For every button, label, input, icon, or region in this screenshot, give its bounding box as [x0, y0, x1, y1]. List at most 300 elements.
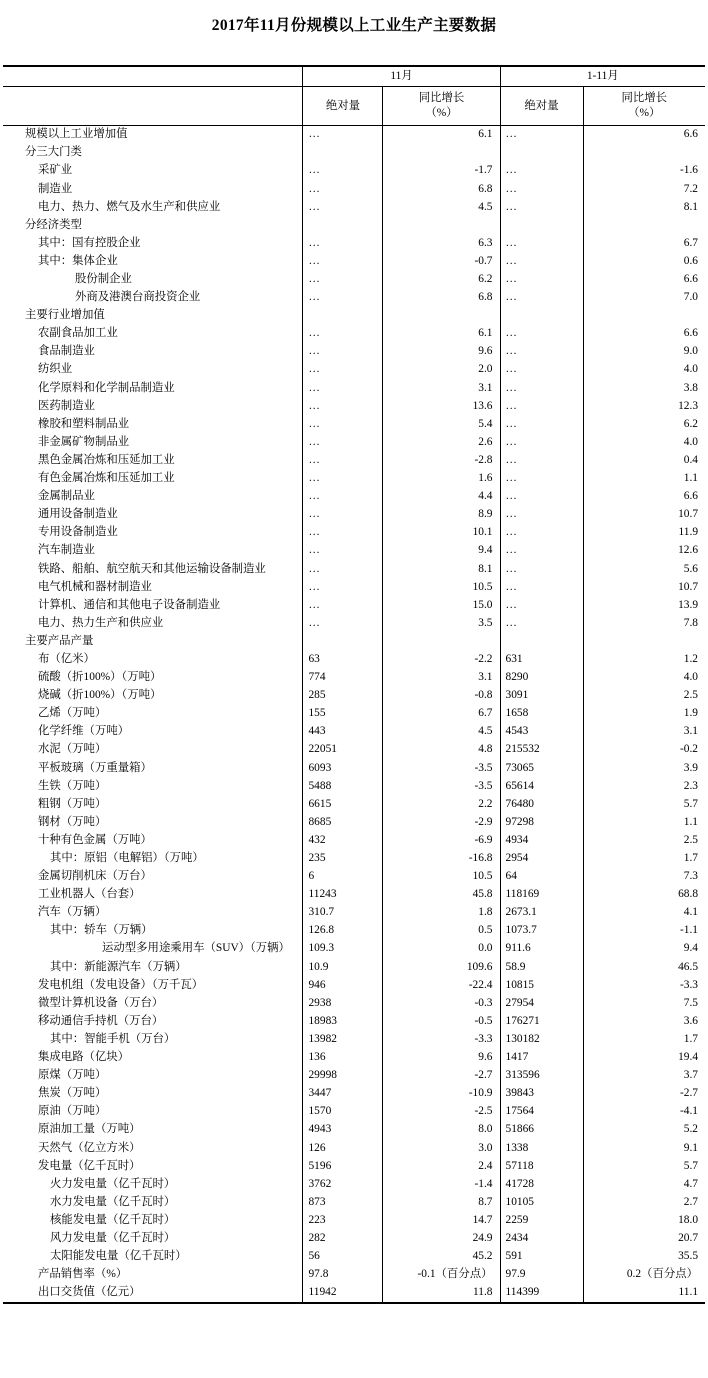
month-growth-value: 3.0: [383, 1139, 500, 1157]
header-cumulative-growth-line2: （%）: [628, 106, 661, 119]
table-row: [3, 415, 705, 433]
month-growth-value: -10.9: [383, 1085, 500, 1103]
month-growth-value: 3.1: [383, 669, 500, 687]
month-absolute-value: 3447: [303, 1085, 383, 1103]
table-row: [3, 488, 705, 506]
cumulative-growth-value: 7.3: [583, 868, 705, 886]
table-row: [3, 741, 705, 759]
month-growth-value: 1.8: [383, 904, 500, 922]
row-label: 发电机组（发电设备）（万千瓦）: [37, 978, 204, 991]
cumulative-absolute-value: …: [500, 361, 583, 379]
table-row: [3, 452, 705, 470]
cumulative-absolute-value: …: [500, 343, 583, 361]
table-row: [3, 234, 705, 252]
month-growth-value: 109.6: [383, 958, 500, 976]
cumulative-absolute-value: 1658: [500, 705, 583, 723]
table-row: [3, 1212, 705, 1230]
cumulative-growth-value: [583, 144, 705, 162]
row-label: 烧碱（折100%）（万吨）: [37, 689, 162, 702]
cumulative-growth-value: [583, 633, 705, 651]
month-growth-value: 5.4: [383, 415, 500, 433]
cumulative-growth-value: 68.8: [583, 886, 705, 904]
month-growth-value: 4.8: [383, 741, 500, 759]
cumulative-absolute-value: …: [500, 542, 583, 560]
row-label: 食品制造业: [37, 345, 95, 358]
header-corner-cell-2: [3, 87, 303, 126]
cumulative-growth-value: 1.7: [583, 1031, 705, 1049]
month-growth-value: 6.2: [383, 271, 500, 289]
cumulative-growth-value: 1.2: [583, 651, 705, 669]
cumulative-growth-value: 2.3: [583, 777, 705, 795]
cumulative-growth-value: 3.8: [583, 379, 705, 397]
header-subcolumn-row: [3, 87, 705, 126]
industrial-production-table: [3, 65, 705, 1304]
cumulative-growth-value: 6.6: [583, 488, 705, 506]
cumulative-growth-value: 6.2: [583, 415, 705, 433]
cumulative-absolute-value: 114399: [500, 1284, 583, 1303]
month-growth-value: 6.8: [383, 180, 500, 198]
cumulative-growth-value: 11.1: [583, 1284, 705, 1303]
table-row: [3, 958, 705, 976]
cumulative-absolute-value: [500, 307, 583, 325]
header-cumulative-growth: [583, 87, 705, 126]
cumulative-absolute-value: 57118: [500, 1157, 583, 1175]
month-growth-value: -3.5: [383, 759, 500, 777]
month-absolute-value: …: [303, 162, 383, 180]
cumulative-growth-value: -2.7: [583, 1085, 705, 1103]
month-growth-value: 2.4: [383, 1157, 500, 1175]
month-absolute-value: 6093: [303, 759, 383, 777]
table-row: [3, 940, 705, 958]
cumulative-growth-value: -1.1: [583, 922, 705, 940]
cumulative-absolute-value: 97298: [500, 813, 583, 831]
month-growth-value: [383, 307, 500, 325]
table-row: [3, 651, 705, 669]
table-row: [3, 1248, 705, 1266]
month-growth-value: [383, 216, 500, 234]
row-label: 焦炭（万吨）: [37, 1087, 107, 1100]
cumulative-absolute-value: 1073.7: [500, 922, 583, 940]
table-row: [3, 886, 705, 904]
table-row: [3, 506, 705, 524]
month-growth-value: 24.9: [383, 1230, 500, 1248]
row-label: 钢材（万吨）: [37, 815, 107, 828]
cumulative-growth-value: 3.1: [583, 723, 705, 741]
month-absolute-value: 774: [303, 669, 383, 687]
row-label: 主要行业增加值: [24, 309, 105, 322]
cumulative-absolute-value: [500, 216, 583, 234]
table-row: [3, 542, 705, 560]
month-absolute-value: [303, 216, 383, 234]
month-growth-value: -0.1（百分点）: [383, 1266, 500, 1284]
row-label: 其中：轿车（万辆）: [49, 924, 153, 937]
row-label: 股份制企业: [74, 273, 132, 285]
month-absolute-value: …: [303, 542, 383, 560]
month-growth-value: 2.2: [383, 795, 500, 813]
cumulative-growth-value: 7.0: [583, 289, 705, 307]
cumulative-absolute-value: 591: [500, 1248, 583, 1266]
cumulative-absolute-value: 2954: [500, 850, 583, 868]
month-growth-value: 9.6: [383, 343, 500, 361]
table-row: [3, 253, 705, 271]
cumulative-growth-value: 46.5: [583, 958, 705, 976]
cumulative-absolute-value: 176271: [500, 1013, 583, 1031]
cumulative-growth-value: 11.9: [583, 524, 705, 542]
table-header: [3, 66, 705, 125]
month-absolute-value: …: [303, 452, 383, 470]
month-absolute-value: 126: [303, 1139, 383, 1157]
cumulative-absolute-value: [500, 633, 583, 651]
row-label: 外商及港澳台商投资企业: [74, 291, 201, 304]
cumulative-growth-value: 9.4: [583, 940, 705, 958]
month-growth-value: [383, 633, 500, 651]
table-row: [3, 216, 705, 234]
month-growth-value: -2.9: [383, 813, 500, 831]
table-row: [3, 325, 705, 343]
month-absolute-value: 22051: [303, 741, 383, 759]
row-label: 金属制品业: [37, 490, 95, 503]
month-absolute-value: 310.7: [303, 904, 383, 922]
cumulative-growth-value: 13.9: [583, 596, 705, 614]
header-month-absolute: 绝对量: [303, 87, 383, 126]
cumulative-absolute-value: [500, 144, 583, 162]
month-absolute-value: …: [303, 524, 383, 542]
cumulative-growth-value: 9.0: [583, 343, 705, 361]
cumulative-growth-value: 12.6: [583, 542, 705, 560]
month-absolute-value: 155: [303, 705, 383, 723]
cumulative-absolute-value: …: [500, 434, 583, 452]
month-growth-value: -2.8: [383, 452, 500, 470]
table-row: [3, 904, 705, 922]
row-label: 主要产品产量: [24, 634, 94, 647]
cumulative-growth-value: 8.1: [583, 198, 705, 216]
month-growth-value: 11.8: [383, 1284, 500, 1303]
row-label: 电力、热力、燃气及水生产和供应业: [37, 200, 221, 213]
table-row: [3, 198, 705, 216]
cumulative-absolute-value: …: [500, 234, 583, 252]
header-group-cumulative: 1-11月: [500, 66, 705, 87]
month-growth-value: 8.9: [383, 506, 500, 524]
month-growth-value: -0.8: [383, 687, 500, 705]
cumulative-absolute-value: 4543: [500, 723, 583, 741]
row-label: 产品销售率（%）: [37, 1268, 128, 1281]
table-row: [3, 777, 705, 795]
cumulative-absolute-value: 76480: [500, 795, 583, 813]
cumulative-absolute-value: 1417: [500, 1049, 583, 1067]
month-absolute-value: …: [303, 180, 383, 198]
row-label: 原油加工量（万吨）: [37, 1123, 141, 1136]
month-growth-value: -3.5: [383, 777, 500, 795]
cumulative-growth-value: 6.6: [583, 325, 705, 343]
cumulative-growth-value: 6.7: [583, 234, 705, 252]
cumulative-absolute-value: …: [500, 596, 583, 614]
table-row: [3, 614, 705, 632]
table-row: [3, 687, 705, 705]
table-row: [3, 596, 705, 614]
month-absolute-value: …: [303, 614, 383, 632]
month-absolute-value: 8685: [303, 813, 383, 831]
month-absolute-value: …: [303, 596, 383, 614]
row-label: 其中：智能手机（万台）: [49, 1032, 176, 1045]
cumulative-growth-value: -4.1: [583, 1103, 705, 1121]
row-label: 微型计算机设备（万台）: [37, 996, 164, 1009]
month-absolute-value: 11942: [303, 1284, 383, 1303]
month-growth-value: 14.7: [383, 1212, 500, 1230]
cumulative-growth-value: 3.6: [583, 1013, 705, 1031]
month-absolute-value: …: [303, 125, 383, 144]
cumulative-absolute-value: …: [500, 162, 583, 180]
cumulative-growth-value: -0.2: [583, 741, 705, 759]
table-row: [3, 1175, 705, 1193]
month-growth-value: 45.2: [383, 1248, 500, 1266]
month-absolute-value: …: [303, 506, 383, 524]
month-growth-value: [383, 144, 500, 162]
month-absolute-value: 873: [303, 1193, 383, 1211]
cumulative-absolute-value: …: [500, 452, 583, 470]
cumulative-absolute-value: …: [500, 470, 583, 488]
month-growth-value: -0.5: [383, 1013, 500, 1031]
cumulative-absolute-value: 3091: [500, 687, 583, 705]
cumulative-absolute-value: …: [500, 325, 583, 343]
cumulative-absolute-value: 64: [500, 868, 583, 886]
table-row: [3, 1157, 705, 1175]
table-row: [3, 669, 705, 687]
cumulative-absolute-value: 39843: [500, 1085, 583, 1103]
row-label: 运动型多用途乘用车（SUV）（万辆）: [101, 942, 290, 955]
cumulative-growth-value: 6.6: [583, 271, 705, 289]
month-growth-value: -0.7: [383, 253, 500, 271]
header-corner-cell: [3, 66, 303, 87]
table-row: [3, 850, 705, 868]
table-body: [3, 125, 705, 1303]
cumulative-absolute-value: 10105: [500, 1193, 583, 1211]
month-growth-value: -2.7: [383, 1067, 500, 1085]
month-growth-value: 9.4: [383, 542, 500, 560]
cumulative-growth-value: 20.7: [583, 1230, 705, 1248]
month-absolute-value: …: [303, 397, 383, 415]
cumulative-absolute-value: …: [500, 289, 583, 307]
cumulative-growth-value: 2.5: [583, 832, 705, 850]
cumulative-growth-value: 0.4: [583, 452, 705, 470]
month-growth-value: 10.5: [383, 578, 500, 596]
cumulative-absolute-value: 51866: [500, 1121, 583, 1139]
table-row: [3, 922, 705, 940]
month-growth-value: 6.7: [383, 705, 500, 723]
cumulative-absolute-value: …: [500, 397, 583, 415]
cumulative-growth-value: 5.6: [583, 560, 705, 578]
row-label: 粗钢（万吨）: [37, 797, 107, 810]
month-absolute-value: 6: [303, 868, 383, 886]
cumulative-growth-value: 19.4: [583, 1049, 705, 1067]
month-absolute-value: …: [303, 198, 383, 216]
month-absolute-value: 946: [303, 976, 383, 994]
row-label: 通用设备制造业: [37, 508, 118, 521]
month-absolute-value: 285: [303, 687, 383, 705]
row-label: 平板玻璃（万重量箱）: [37, 761, 152, 774]
month-absolute-value: …: [303, 343, 383, 361]
cumulative-growth-value: 2.5: [583, 687, 705, 705]
month-absolute-value: 223: [303, 1212, 383, 1230]
cumulative-absolute-value: 130182: [500, 1031, 583, 1049]
cumulative-growth-value: 1.9: [583, 705, 705, 723]
month-absolute-value: 432: [303, 832, 383, 850]
row-label: 医药制造业: [37, 399, 95, 412]
month-absolute-value: 6615: [303, 795, 383, 813]
row-label: 生铁（万吨）: [37, 779, 107, 792]
cumulative-absolute-value: 10815: [500, 976, 583, 994]
cumulative-growth-value: 1.1: [583, 813, 705, 831]
cumulative-absolute-value: 1338: [500, 1139, 583, 1157]
month-growth-value: -16.8: [383, 850, 500, 868]
row-label: 铁路、船舶、航空航天和其他运输设备制造业: [37, 562, 266, 575]
table-row: [3, 1067, 705, 1085]
row-label: 分经济类型: [24, 218, 82, 231]
month-absolute-value: 3762: [303, 1175, 383, 1193]
month-growth-value: 4.5: [383, 723, 500, 741]
cumulative-growth-value: 7.5: [583, 994, 705, 1012]
cumulative-growth-value: 1.7: [583, 850, 705, 868]
row-label: 其中：国有控股企业: [37, 236, 141, 249]
table-row: [3, 1139, 705, 1157]
row-label: 其中：集体企业: [37, 254, 118, 267]
cumulative-growth-value: 1.1: [583, 470, 705, 488]
cumulative-absolute-value: …: [500, 488, 583, 506]
month-growth-value: -2.2: [383, 651, 500, 669]
month-absolute-value: …: [303, 361, 383, 379]
month-absolute-value: 443: [303, 723, 383, 741]
month-absolute-value: …: [303, 560, 383, 578]
row-label: 出口交货值（亿元）: [3, 1284, 303, 1303]
cumulative-growth-value: 7.8: [583, 614, 705, 632]
month-absolute-value: 5196: [303, 1157, 383, 1175]
cumulative-growth-value: 10.7: [583, 578, 705, 596]
month-growth-value: -1.4: [383, 1175, 500, 1193]
table-row: [3, 162, 705, 180]
cumulative-absolute-value: 97.9: [500, 1266, 583, 1284]
month-growth-value: 8.7: [383, 1193, 500, 1211]
cumulative-absolute-value: 2259: [500, 1212, 583, 1230]
row-label: 天然气（亿立方米）: [37, 1141, 141, 1154]
month-absolute-value: [303, 633, 383, 651]
row-label: 硫酸（折100%）（万吨）: [37, 671, 162, 684]
cumulative-growth-value: 3.9: [583, 759, 705, 777]
month-growth-value: -22.4: [383, 976, 500, 994]
month-growth-value: 10.1: [383, 524, 500, 542]
cumulative-absolute-value: …: [500, 379, 583, 397]
table-row: [3, 1266, 705, 1284]
row-label: 汽车制造业: [37, 544, 95, 557]
cumulative-absolute-value: …: [500, 578, 583, 596]
row-label: 水力发电量（亿千瓦时）: [49, 1195, 176, 1208]
cumulative-growth-value: 35.5: [583, 1248, 705, 1266]
month-growth-value: 3.1: [383, 379, 500, 397]
table-row: [3, 1103, 705, 1121]
table-row: [3, 434, 705, 452]
month-absolute-value: …: [303, 253, 383, 271]
cumulative-growth-value: 12.3: [583, 397, 705, 415]
row-label: 有色金属冶炼和压延加工业: [37, 472, 175, 485]
month-absolute-value: 1570: [303, 1103, 383, 1121]
month-absolute-value: …: [303, 415, 383, 433]
header-cumulative-growth-line1: 同比增长: [621, 92, 668, 105]
cumulative-growth-value: 6.6: [583, 125, 705, 144]
month-growth-value: 4.4: [383, 488, 500, 506]
row-label: 黑色金属冶炼和压延加工业: [37, 453, 175, 466]
month-growth-value: -3.3: [383, 1031, 500, 1049]
table-row: [3, 180, 705, 198]
row-label: 制造业: [37, 182, 73, 195]
cumulative-growth-value: 0.2（百分点）: [583, 1266, 705, 1284]
table-row: [3, 705, 705, 723]
row-label: 太阳能发电量（亿千瓦时）: [49, 1250, 187, 1263]
table-row: [3, 361, 705, 379]
month-growth-value: 3.5: [383, 614, 500, 632]
row-label: 其中：原铝（电解铝）（万吨）: [49, 852, 204, 864]
month-absolute-value: [303, 307, 383, 325]
month-growth-value: 6.3: [383, 234, 500, 252]
cumulative-growth-value: 2.7: [583, 1193, 705, 1211]
cumulative-growth-value: [583, 307, 705, 325]
row-label: 原油（万吨）: [37, 1105, 107, 1118]
cumulative-growth-value: -3.3: [583, 976, 705, 994]
cumulative-absolute-value: …: [500, 271, 583, 289]
month-absolute-value: 10.9: [303, 958, 383, 976]
cumulative-absolute-value: 215532: [500, 741, 583, 759]
cumulative-growth-value: 10.7: [583, 506, 705, 524]
cumulative-growth-value: 5.7: [583, 795, 705, 813]
table-row: [3, 976, 705, 994]
row-label: 集成电路（亿块）: [37, 1051, 130, 1064]
cumulative-growth-value: 4.0: [583, 669, 705, 687]
cumulative-growth-value: 0.6: [583, 253, 705, 271]
row-label: 汽车（万辆）: [37, 906, 107, 919]
month-absolute-value: 2938: [303, 994, 383, 1012]
table-row: [3, 578, 705, 596]
table-row: [3, 633, 705, 651]
month-growth-value: 4.5: [383, 198, 500, 216]
header-cumulative-absolute: 绝对量: [500, 87, 583, 126]
cumulative-absolute-value: …: [500, 180, 583, 198]
cumulative-growth-value: 9.1: [583, 1139, 705, 1157]
cumulative-absolute-value: …: [500, 415, 583, 433]
cumulative-growth-value: 18.0: [583, 1212, 705, 1230]
header-month-growth: [383, 87, 500, 126]
cumulative-absolute-value: 2673.1: [500, 904, 583, 922]
month-absolute-value: 109.3: [303, 940, 383, 958]
month-growth-value: 6.1: [383, 325, 500, 343]
table-row: [3, 144, 705, 162]
cumulative-growth-value: 5.2: [583, 1121, 705, 1139]
table-row: [3, 759, 705, 777]
month-absolute-value: 282: [303, 1230, 383, 1248]
table-row: [3, 795, 705, 813]
table-row: [3, 470, 705, 488]
table-row: [3, 397, 705, 415]
cumulative-absolute-value: 911.6: [500, 940, 583, 958]
table-row: [3, 723, 705, 741]
month-growth-value: 2.6: [383, 434, 500, 452]
cumulative-absolute-value: 65614: [500, 777, 583, 795]
month-absolute-value: 18983: [303, 1013, 383, 1031]
row-label: 原煤（万吨）: [37, 1069, 107, 1082]
cumulative-growth-value: 3.7: [583, 1067, 705, 1085]
cumulative-absolute-value: …: [500, 506, 583, 524]
month-absolute-value: 29998: [303, 1067, 383, 1085]
month-absolute-value: …: [303, 434, 383, 452]
table-row: [3, 1230, 705, 1248]
page-title: 2017年11月份规模以上工业生产主要数据: [211, 17, 497, 34]
month-growth-value: 45.8: [383, 886, 500, 904]
